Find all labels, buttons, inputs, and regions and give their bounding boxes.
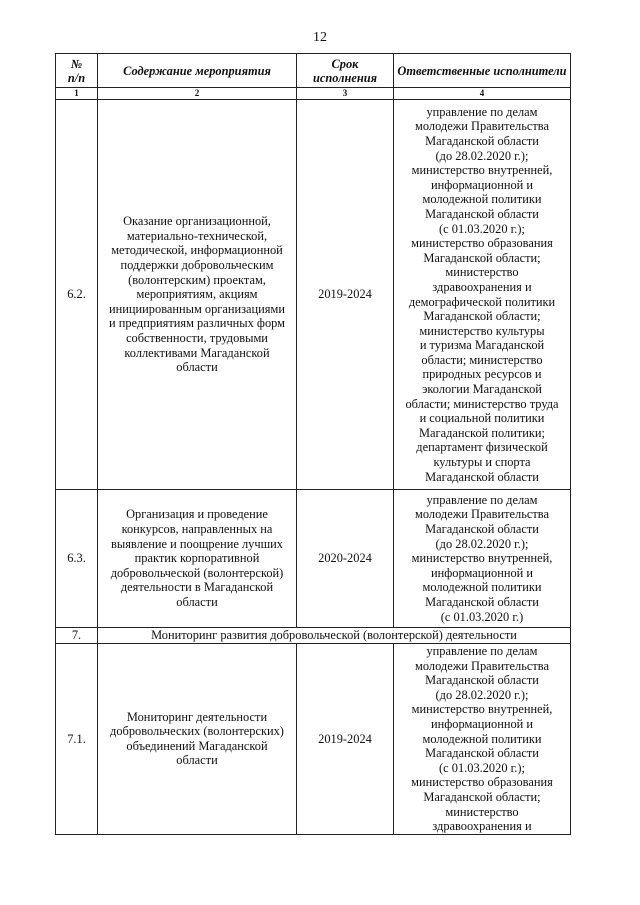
column-number-row bbox=[56, 88, 571, 100]
header-content: Содержание мероприятия bbox=[98, 54, 297, 88]
row-number: 6.3. bbox=[56, 490, 98, 628]
row-number: 7.1. bbox=[56, 644, 98, 835]
event-content: Организация и проведение конкурсов, направленных на выявление и поощрение лучших практик корпоративной добровольческой (волонтерской) деятельности в Магаданской области bbox=[98, 490, 297, 628]
event-responsible: управление по делам молодежи Правительства Магаданской области (до 28.02.2020 г.); министерство внутренней, информационной и молодежной политики Магаданской области (с 01.03.2020 г.); министерство образования Магаданской области; министерство здравоохранения и bbox=[394, 644, 571, 835]
event-responsible: управление по делам молодежи Правительства Магаданской области (до 28.02.2020 г.); министерство внутренней, информационной и молодежной политики Магаданской области (с 01.03.2020 г.) bbox=[394, 490, 571, 628]
action-plan-table bbox=[55, 53, 571, 835]
event-responsible: управление по делам молодежи Правительства Магаданской области (до 28.02.2020 г.); министерство внутренней, информационной и молодежной политики Магаданской области (с 01.03.2020 г.); министерство образования Магаданской области; министерство здравоохранения и демографической политики Магаданской области; министерство культуры и туризма Магаданской области; министерство природных ресурсов и экологии Магаданской области; министерство труда и социальной политики Магаданской политики; департамент физической культуры и спорта Магаданской области bbox=[394, 100, 571, 490]
header-num: № п/п bbox=[56, 54, 98, 88]
table-row bbox=[56, 644, 571, 835]
column-number: 4 bbox=[394, 88, 571, 100]
table-row bbox=[56, 490, 571, 628]
header-term: Срок исполнения bbox=[297, 54, 394, 88]
header-responsible: Ответственные исполнители bbox=[394, 54, 571, 88]
section-title: Мониторинг развития добровольческой (волонтерской) деятельности bbox=[98, 628, 571, 644]
page-number: 12 bbox=[313, 30, 327, 45]
event-term: 2019-2024 bbox=[297, 100, 394, 490]
event-content: Оказание организационной, материально-технической, методической, информационной поддержки добровольческим (волонтерским) проектам, мероприятиям, акциям инициированным организациями и предприятиям различных форм собственности, трудовыми коллективами Магаданской области bbox=[98, 100, 297, 490]
event-term: 2020-2024 bbox=[297, 490, 394, 628]
column-number: 1 bbox=[56, 88, 98, 100]
event-term: 2019-2024 bbox=[297, 644, 394, 835]
column-number: 2 bbox=[98, 88, 297, 100]
column-number: 3 bbox=[297, 88, 394, 100]
section-row bbox=[56, 628, 571, 644]
row-number: 6.2. bbox=[56, 100, 98, 490]
table-row bbox=[56, 100, 571, 490]
row-number: 7. bbox=[56, 628, 98, 644]
header-row bbox=[56, 54, 571, 88]
event-content: Мониторинг деятельности добровольческих (волонтерских) объединений Магаданской области bbox=[98, 644, 297, 835]
